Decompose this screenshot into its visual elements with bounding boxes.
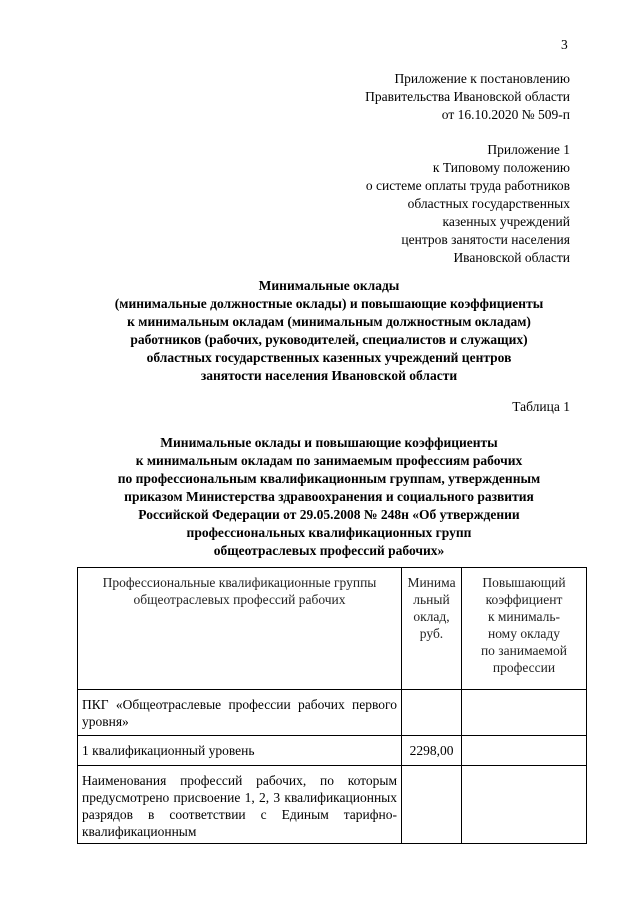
header-groups: Профессиональные квалификационные группы общеотраслевых профессий рабочих xyxy=(78,568,402,690)
row-salary: 2298,00 xyxy=(402,736,462,766)
approval-block xyxy=(365,70,570,124)
header-min-salary-line: оклад, xyxy=(413,609,450,624)
table-title-line: Минимальные оклады и повышающие коэффициенты xyxy=(160,435,498,450)
header-coefficient-line: по занимаемой xyxy=(480,643,568,658)
main-title-line: (минимальные должностные оклады) и повышающие коэффициенты xyxy=(114,296,544,311)
row-salary xyxy=(402,690,462,736)
row-name: ПКГ «Общеотраслевые профессии рабочих первого уровня» xyxy=(78,690,402,736)
row-coefficient xyxy=(462,736,587,766)
main-title xyxy=(70,277,588,385)
approval-line: от 16.10.2020 № 509-п xyxy=(441,107,570,122)
header-coefficient-line: ному окладу xyxy=(487,626,561,641)
approval-line: Правительства Ивановской области xyxy=(365,89,570,104)
appendix-line: областных государственных xyxy=(407,196,570,211)
row-coefficient xyxy=(462,766,587,844)
header-min-salary-line: Минима xyxy=(407,575,456,590)
header-min-salary-line: руб. xyxy=(419,626,444,641)
header-coefficient-line: коэффициент xyxy=(485,592,563,607)
table-row xyxy=(78,736,587,766)
row-name: Наименования профессий рабочих, по которым предусмотрено присвоение 1, 2, 3 квалификационных разрядов в соответствии с Единым тарифно-квалификационным xyxy=(78,766,402,844)
table-row xyxy=(78,690,587,736)
approval-line: Приложение к постановлению xyxy=(394,71,570,86)
table-label: Таблица 1 xyxy=(512,399,570,414)
main-title-line: областных государственных казенных учреждений центров xyxy=(146,350,512,365)
appendix-line: казенных учреждений xyxy=(442,214,570,229)
row-coefficient xyxy=(462,690,587,736)
table-title xyxy=(70,434,588,560)
salary-table xyxy=(77,567,587,844)
table-header-row xyxy=(78,568,587,690)
appendix-line: центров занятости населения xyxy=(401,232,570,247)
appendix-line: к Типовому положению xyxy=(432,160,570,175)
table-title-line: приказом Министерства здравоохранения и социального развития xyxy=(124,489,534,504)
header-coefficient-line: к минималь- xyxy=(487,609,561,624)
row-salary xyxy=(402,766,462,844)
main-title-line: занятости населения Ивановской области xyxy=(200,368,458,383)
table-row xyxy=(78,766,587,844)
appendix-line: о системе оплаты труда работников xyxy=(365,178,570,193)
appendix-block xyxy=(366,141,570,267)
table-title-line: Российской Федерации от 29.05.2008 № 248н «Об утверждении xyxy=(138,507,520,522)
appendix-line: Приложение 1 xyxy=(487,142,570,157)
main-title-line: к минимальным окладам (минимальным должностным окладам) xyxy=(127,314,531,329)
page-number: 3 xyxy=(561,37,568,52)
main-title-line: Минимальные оклады xyxy=(258,278,400,293)
row-name: 1 квалификационный уровень xyxy=(78,736,402,766)
header-coefficient-line: Повышающий xyxy=(482,575,566,590)
table-title-line: профессиональных квалификационных групп xyxy=(186,525,472,540)
header-min-salary xyxy=(402,568,462,690)
appendix-line: Ивановской области xyxy=(453,250,570,265)
header-min-salary-line: льный xyxy=(413,592,450,607)
header-coefficient xyxy=(462,568,587,690)
table-title-line: общеотраслевых профессий рабочих» xyxy=(213,543,445,558)
table-title-line: по профессиональным квалификационным группам, утвержденным xyxy=(117,471,541,486)
table-title-line: к минимальным окладам по занимаемым профессиям рабочих xyxy=(135,453,523,468)
header-coefficient-line: профессии xyxy=(492,660,556,675)
main-title-line: работников (рабочих, руководителей, специалистов и служащих) xyxy=(130,332,528,347)
